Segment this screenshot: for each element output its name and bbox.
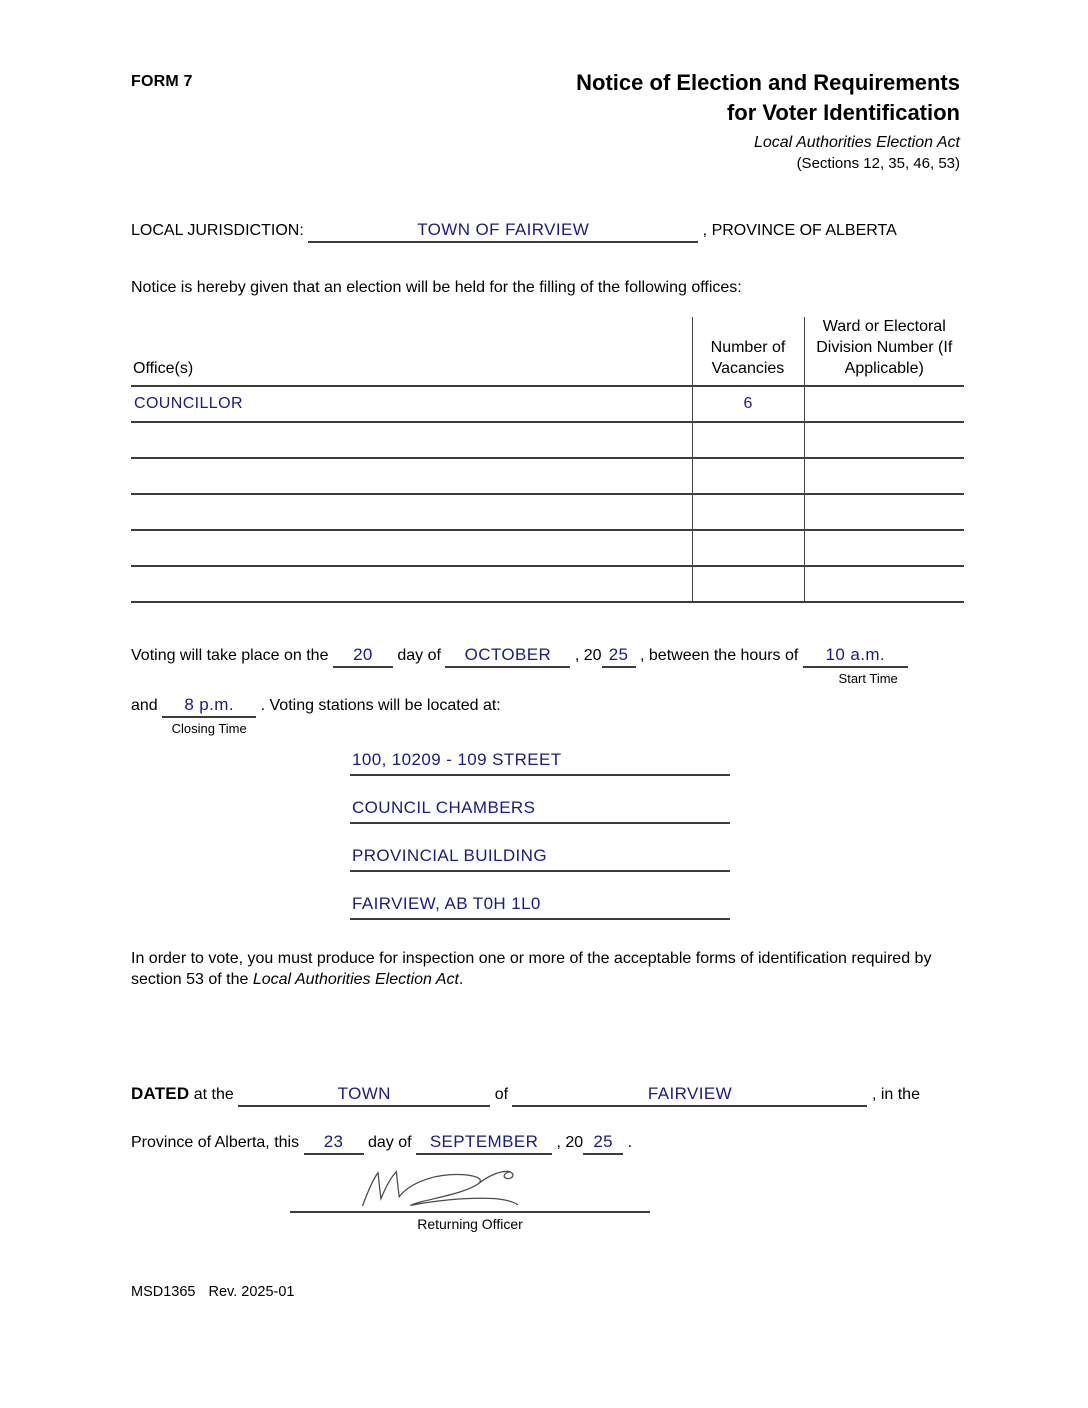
office-cell bbox=[131, 494, 692, 530]
in-the-label: , in the bbox=[871, 1085, 920, 1103]
dated-year-prefix: , 20 bbox=[556, 1133, 584, 1151]
office-cell bbox=[131, 566, 692, 602]
identification-paragraph bbox=[131, 948, 960, 990]
notice-paragraph: Notice is hereby given that an election will be held for the filling of the following offices: bbox=[131, 279, 742, 297]
and-label: and bbox=[131, 696, 158, 714]
office-cell: COUNCILLOR bbox=[131, 386, 692, 422]
voting-stations-list bbox=[350, 750, 730, 920]
voting-close-line bbox=[131, 694, 960, 736]
dated-label: DATED bbox=[131, 1083, 190, 1103]
jurisdiction-field: TOWN OF FAIRVIEW bbox=[308, 220, 698, 243]
dated-period: . bbox=[627, 1133, 633, 1151]
id-text-after: . bbox=[458, 970, 464, 988]
voting-month-field: OCTOBER bbox=[445, 645, 570, 668]
ward-cell bbox=[804, 458, 964, 494]
vacancies-cell bbox=[692, 458, 804, 494]
signature-line bbox=[290, 1211, 650, 1213]
ward-cell bbox=[804, 494, 964, 530]
table-row bbox=[131, 530, 964, 566]
vacancies-cell: 6 bbox=[692, 386, 804, 422]
form-number: FORM 7 bbox=[131, 73, 193, 90]
at-the-label: at the bbox=[193, 1085, 234, 1103]
between-hours-label: , between the hours of bbox=[640, 646, 799, 664]
page-title-line1: Notice of Election and Requirements bbox=[576, 70, 960, 95]
start-time-label: Start Time bbox=[838, 670, 898, 686]
dated-day-field: 23 bbox=[304, 1132, 364, 1155]
province-prefix: Province of Alberta, this bbox=[131, 1133, 300, 1151]
office-cell bbox=[131, 530, 692, 566]
document-footer bbox=[131, 1284, 295, 1300]
office-cell bbox=[131, 422, 692, 458]
title-block bbox=[576, 68, 960, 172]
voting-date-line bbox=[131, 644, 960, 686]
table-row bbox=[131, 566, 964, 602]
table-row bbox=[131, 458, 964, 494]
vacancies-cell bbox=[692, 494, 804, 530]
start-time-group bbox=[803, 644, 908, 686]
vacancies-cell bbox=[692, 422, 804, 458]
act-name: Local Authorities Election Act bbox=[753, 134, 960, 152]
municipality-name-field: FAIRVIEW bbox=[512, 1084, 867, 1107]
municipality-type-field: TOWN bbox=[238, 1084, 490, 1107]
of-label: of bbox=[494, 1085, 509, 1103]
station-line-2: COUNCIL CHAMBERS bbox=[350, 798, 730, 824]
column-header-offices: Office(s) bbox=[131, 317, 692, 385]
signature-block bbox=[290, 1165, 650, 1232]
offices-table-header-row bbox=[131, 317, 964, 385]
table-row bbox=[131, 386, 964, 422]
day-of-label: day of bbox=[397, 646, 441, 664]
vacancies-cell bbox=[692, 566, 804, 602]
jurisdiction-suffix: , PROVINCE OF ALBERTA bbox=[702, 222, 897, 240]
page-title-line2: for Voter Identification bbox=[726, 99, 960, 125]
station-line-1: 100, 10209 - 109 STREET bbox=[350, 750, 730, 776]
ward-cell bbox=[804, 566, 964, 602]
offices-table bbox=[131, 317, 964, 602]
dated-line bbox=[131, 1084, 960, 1107]
voting-day-field: 20 bbox=[333, 645, 393, 668]
document-code: MSD1365 bbox=[131, 1284, 196, 1300]
dated-day-of-label: day of bbox=[368, 1133, 412, 1151]
year-prefix: , 20 bbox=[574, 646, 602, 664]
table-row bbox=[131, 422, 964, 458]
start-time-field: 10 a.m. bbox=[803, 645, 908, 668]
id-text-before: In order to vote, you must produce for inspection one or more of the acceptable forms of identification required by section 53 of the bbox=[131, 949, 932, 988]
column-header-vacancies: Number of Vacancies bbox=[692, 317, 804, 385]
table-row bbox=[131, 494, 964, 530]
office-cell bbox=[131, 458, 692, 494]
jurisdiction-line bbox=[131, 220, 960, 243]
station-line-4: FAIRVIEW, AB T0H 1L0 bbox=[350, 894, 730, 920]
revision-code: Rev. 2025-01 bbox=[208, 1284, 295, 1300]
closing-time-group bbox=[162, 694, 256, 736]
voting-year-field: 25 bbox=[602, 645, 636, 668]
closing-time-field: 8 p.m. bbox=[162, 695, 256, 718]
stations-intro: . Voting stations will be located at: bbox=[260, 696, 501, 714]
column-header-ward: Ward or Electoral Division Number (If Applicable) bbox=[804, 317, 964, 385]
id-act-name: Local Authorities Election Act bbox=[252, 970, 459, 988]
vacancies-cell bbox=[692, 530, 804, 566]
jurisdiction-label: LOCAL JURISDICTION: bbox=[131, 222, 304, 240]
closing-time-label: Closing Time bbox=[171, 720, 247, 736]
document-header bbox=[131, 68, 960, 172]
dated-date-line bbox=[131, 1132, 960, 1155]
dated-year-field: 25 bbox=[583, 1132, 623, 1155]
signature-scribble bbox=[345, 1165, 565, 1215]
dated-month-field: SEPTEMBER bbox=[416, 1132, 552, 1155]
ward-cell bbox=[804, 530, 964, 566]
station-line-3: PROVINCIAL BUILDING bbox=[350, 846, 730, 872]
voting-prefix: Voting will take place on the bbox=[131, 646, 329, 664]
ward-cell bbox=[804, 422, 964, 458]
act-sections: (Sections 12, 35, 46, 53) bbox=[796, 155, 960, 173]
returning-officer-label: Returning Officer bbox=[417, 1215, 523, 1232]
ward-cell bbox=[804, 386, 964, 422]
